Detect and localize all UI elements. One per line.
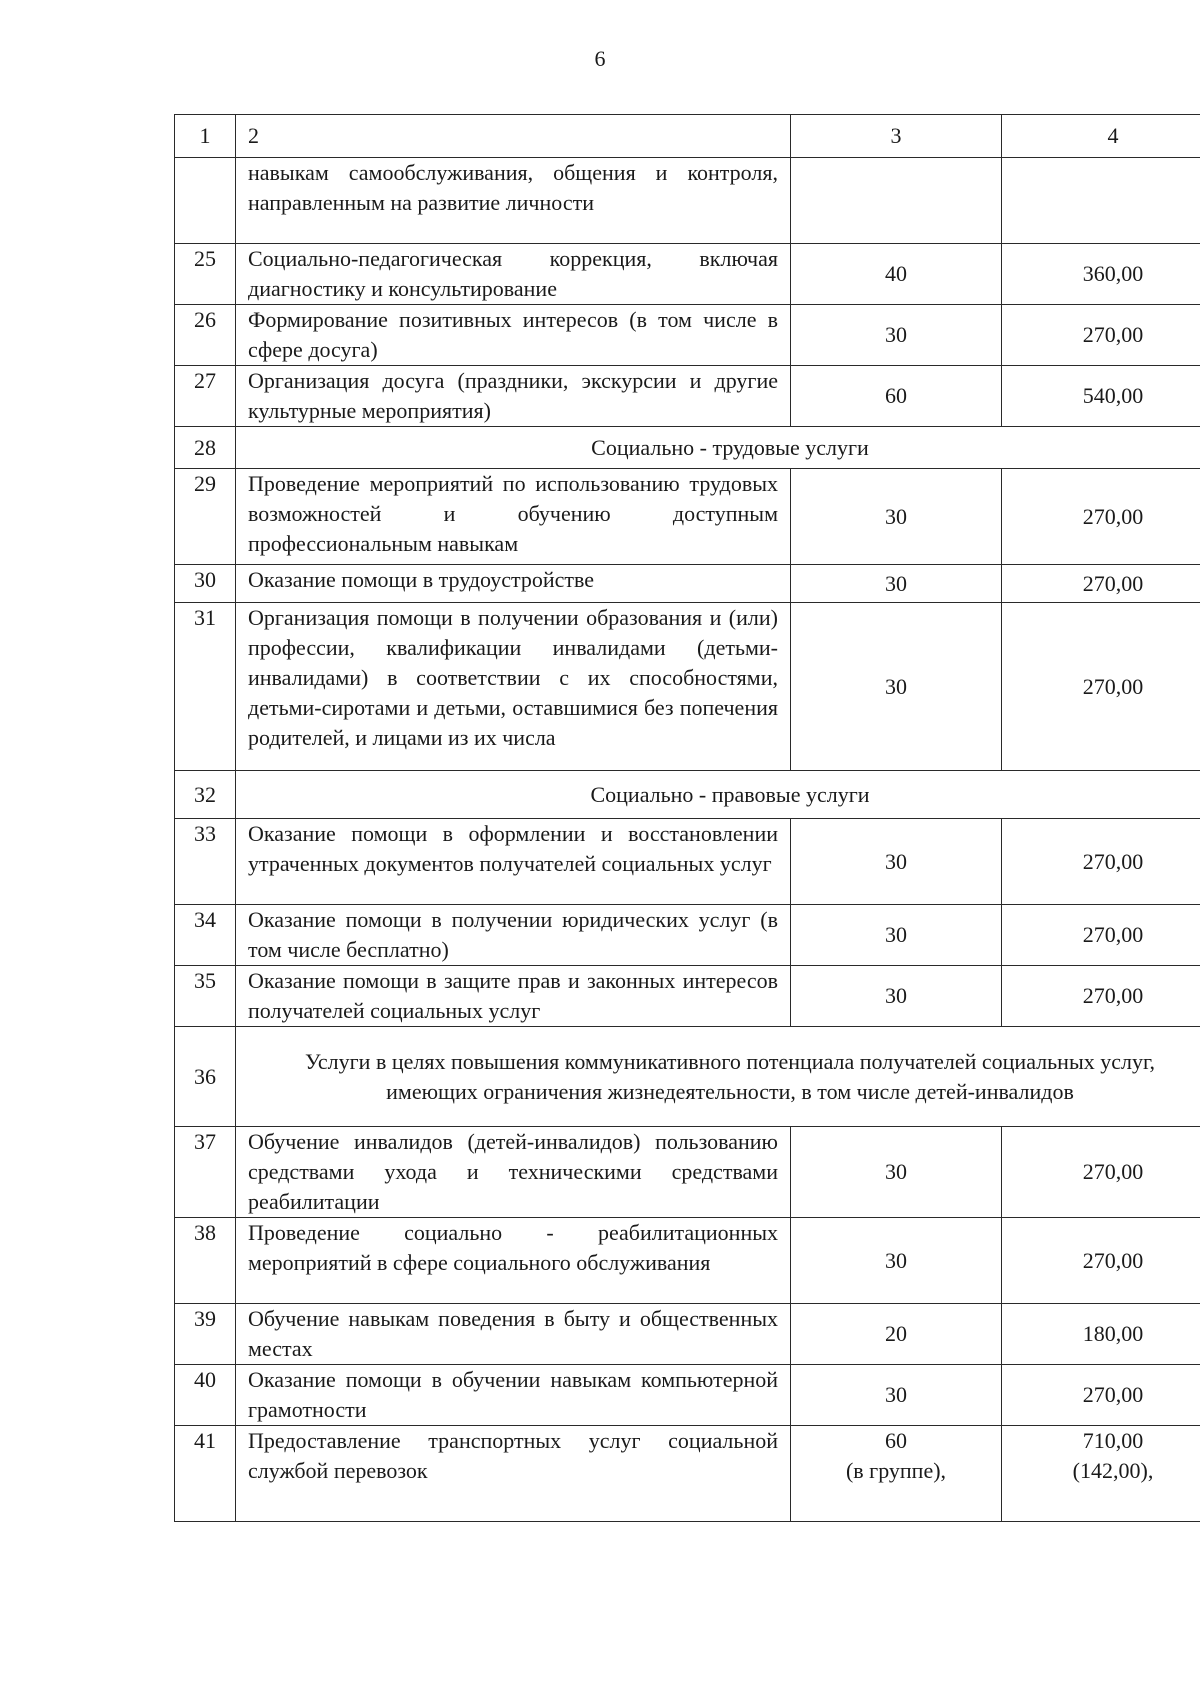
service-name: Оказание помощи в получении юридических услуг (в том числе бесплатно) [236,905,791,966]
tariff-value: 270,00 [1002,305,1200,366]
section-title: Услуги в целях повышения коммуникативного потенциала получателей социальных услуг, имеющих ограничения жизнедеятельности, в том числе детей-инвалидов [236,1027,1200,1127]
service-name: Обучение навыкам поведения в быту и общественных местах [236,1304,791,1365]
row-number: 39 [175,1304,236,1365]
row-number: 33 [175,819,236,905]
row-number: 25 [175,244,236,305]
header-col-3: 3 [791,115,1002,158]
row-number [175,158,236,244]
row-number: 28 [175,427,236,469]
service-name: навыкам самообслуживания, общения и контроля, направленным на развитие личности [236,158,791,244]
tariff-value: 710,00 (142,00), [1002,1426,1200,1522]
norm-minutes: 30 [791,603,1002,771]
tariff-table [174,114,1200,1522]
row-number: 26 [175,305,236,366]
norm-minutes: 40 [791,244,1002,305]
service-name: Оказание помощи в трудоустройстве [236,565,791,603]
section-title: Социально - трудовые услуги [236,427,1200,469]
norm-minutes: 30 [791,1365,1002,1426]
row-number: 27 [175,366,236,427]
table-row [175,1218,1200,1304]
section-row [175,1027,1200,1127]
norm-minutes: 60 [791,366,1002,427]
table-row [175,244,1200,305]
service-name: Обучение инвалидов (детей-инвалидов) пользованию средствами ухода и техническими средствами реабилитации [236,1127,791,1218]
table-row [175,366,1200,427]
table-row [175,565,1200,603]
service-name: Оказание помощи в оформлении и восстановлении утраченных документов получателей социальных услуг [236,819,791,905]
table-row [175,905,1200,966]
norm-minutes: 30 [791,905,1002,966]
service-name: Формирование позитивных интересов (в том числе в сфере досуга) [236,305,791,366]
tariff-value: 270,00 [1002,966,1200,1027]
tariff-value: 270,00 [1002,1365,1200,1426]
table-row [175,966,1200,1027]
table-row [175,1365,1200,1426]
norm-minutes: 20 [791,1304,1002,1365]
tariff-value: 270,00 [1002,1218,1200,1304]
norm-minutes: 30 [791,565,1002,603]
norm-minutes: 30 [791,305,1002,366]
row-number: 29 [175,469,236,565]
row-number: 34 [175,905,236,966]
norm-minutes [791,158,1002,244]
service-name: Предоставление транспортных услуг социальной службой перевозок [236,1426,791,1522]
norm-minutes: 30 [791,966,1002,1027]
row-number: 30 [175,565,236,603]
table-row [175,1304,1200,1365]
row-number: 35 [175,966,236,1027]
table-row [175,305,1200,366]
header-col-2: 2 [236,115,791,158]
tariff-value: 540,00 [1002,366,1200,427]
table-row [175,819,1200,905]
row-number: 36 [175,1027,236,1127]
norm-minutes: 30 [791,469,1002,565]
tariff-value [1002,158,1200,244]
tariff-value: 270,00 [1002,905,1200,966]
tariff-value: 180,00 [1002,1304,1200,1365]
service-name: Организация досуга (праздники, экскурсии и другие культурные мероприятия) [236,366,791,427]
norm-minutes: 30 [791,1218,1002,1304]
table-row [175,158,1200,244]
table-row [175,469,1200,565]
row-number: 40 [175,1365,236,1426]
service-name: Оказание помощи в защите прав и законных интересов получателей социальных услуг [236,966,791,1027]
service-name: Социально-педагогическая коррекция, включая диагностику и консультирование [236,244,791,305]
norm-minutes: 30 [791,1127,1002,1218]
table-row [175,1127,1200,1218]
table-header-row [175,115,1200,158]
norm-minutes: 30 [791,819,1002,905]
service-name: Проведение социально - реабилитационных мероприятий в сфере социального обслуживания [236,1218,791,1304]
table-body [175,115,1200,1522]
norm-minutes: 60 (в группе), [791,1426,1002,1522]
section-row [175,771,1200,819]
tariff-value: 270,00 [1002,565,1200,603]
table-row [175,1426,1200,1522]
tariff-value: 270,00 [1002,819,1200,905]
section-row [175,427,1200,469]
header-col-4: 4 [1002,115,1200,158]
tariff-value: 270,00 [1002,469,1200,565]
tariff-value: 360,00 [1002,244,1200,305]
service-name: Оказание помощи в обучении навыкам компьютерной грамотности [236,1365,791,1426]
page-number: 6 [594,46,606,71]
row-number: 32 [175,771,236,819]
row-number: 38 [175,1218,236,1304]
row-number: 37 [175,1127,236,1218]
tariff-value: 270,00 [1002,603,1200,771]
tariff-value: 270,00 [1002,1127,1200,1218]
header-col-1: 1 [175,115,236,158]
service-name: Проведение мероприятий по использованию трудовых возможностей и обучению доступным профессиональным навыкам [236,469,791,565]
table-row [175,603,1200,771]
service-name: Организация помощи в получении образования и (или) профессии, квалификации инвалидами (детьми-инвалидами) в соответствии с их способностями, детьми-сиротами и детьми, оставшимися без попечения родителей, и лицами из их числа [236,603,791,771]
section-title: Социально - правовые услуги [236,771,1200,819]
row-number: 41 [175,1426,236,1522]
row-number: 31 [175,603,236,771]
